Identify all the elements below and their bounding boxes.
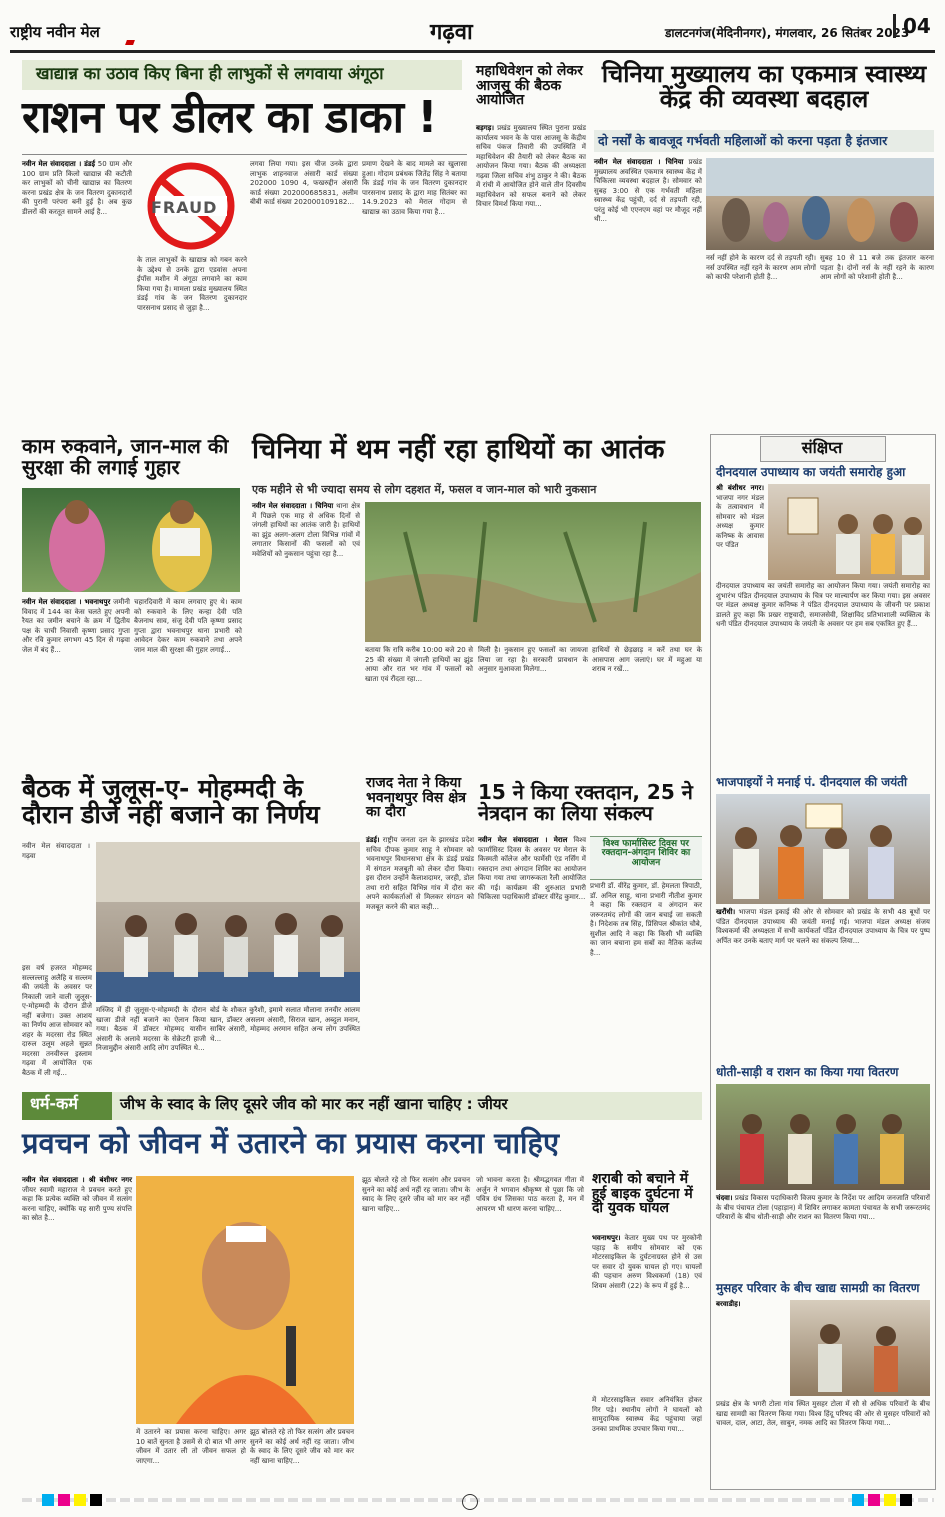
lead-headline: राशन पर डीलर का डाका ! bbox=[22, 92, 437, 143]
musahar-photo bbox=[790, 1300, 930, 1396]
elephants-headline: चिनिया में थम नहीं रहा हाथियों का आतंक bbox=[252, 434, 665, 465]
juloos-col-3: बोर्ड के शौकत कुरैशी, इमामे सलात मौलाना तनवीर आलम खान, डॉक्टर असलम अंसारी, सिराज खान, अब्दुल मनान, साबिर अंसारी, मोहम्मद अरमान सहित अन्य लोग उपस्थित थे... bbox=[210, 1006, 360, 1043]
safety-col-2: चहारदिवारी में काम लगवाए हुए थे। काम को रुकवाने के लिए कन्हा देवी पति बैजनाथ साव, संजु देवी पति कृष्णा प्रसाद गुप्ता द्वारा भवनाथपुर थाना प्रभारी को आवेदन देकर काम रुकवाने तथा अपने जान माल की सुरक्षा की गुहार लगाई... bbox=[134, 598, 242, 654]
accident-body: भवनाथपुर। केतार मुख्य पथ पर मुरकोनी पहाड़ के समीप सोमवार को एक मोटरसाइकिल के दुर्घटनाग्रस्त होने से उस पर सवार दो युवक घायल हो गए। घायलों की पहचान अरुण विश्वकर्मा (18) एवं शिवम अंसारी (22) के रूप में हुई है... bbox=[592, 1234, 702, 1290]
print-color-bar bbox=[22, 1494, 934, 1508]
yellow-swatch bbox=[74, 1494, 86, 1506]
health-col-2: नर्स नहीं होने के कारण दर्द से तड़पती रही। नर्स उपस्थित नहीं रहने के कारण आम लोगों को काफी परेशानी होती है... bbox=[706, 254, 816, 281]
distribution-photo bbox=[716, 1084, 930, 1190]
page-number: 04 bbox=[893, 14, 931, 38]
health-col-1: नवीन मेल संवाददाता । चिनिया प्रखंड मुख्यालय अवस्थित एकमात्र स्वास्थ्य केंद्र में चिकित्सा व्यवस्था बदहाल है। सोमवार को सुबह 3:00 से एक गर्भवती महिला स्वास्थ्य केंद्र पहुंची, दर्द से तड़पती रही, परंतु कोई भी एएनएम वहां पर मौजूद नहीं थी... bbox=[594, 158, 702, 223]
brief-body-1b: दीनदयाल उपाध्याय का जयंती समारोह का आयोजन किया गया। जयंती समारोह का शुभारंभ पंडित दीनदयाल उपाध्याय के चित्र पर माल्यार्पण कर किया गया। इस अवसर पर मंडल अध्यक्ष कुमार कनिष्क ने पंडित दीनदयाल उपाध्याय के जीवनी पर प्रकाश डालते हुए कहा कि प्रखर राष्ट्रवादी, समाजसेवी, शिक्षाविद प्रतिभाशाली व्यक्तित्व के धनी पंडित दीनदयाल उपाध्याय के जयंती के अवसर पर हम सब एकत्रित हुए हैं... bbox=[716, 582, 930, 628]
magenta-swatch-right bbox=[868, 1494, 880, 1506]
brief-title: संक्षिप्त bbox=[801, 438, 843, 457]
religion-headline: प्रवचन को जीवन में उतारने का प्रयास करना चाहिए bbox=[22, 1126, 559, 1160]
elephants-col-1: नवीन मेल संवाददाता । चिनिया थाना क्षेत्र में पिछले एक माह से अधिक दिनों से जंगली हाथियों का आतंक जारी है। हाथियों का झुंड अलग-अलग टोला विभिन्न गांवों में लगातार किसानों की फसलों को एवं मवेशियों को नुकसान पहुंचा रहा है... bbox=[252, 502, 360, 558]
cyan-swatch-right bbox=[852, 1494, 864, 1506]
juloos-col-2: मस्जिद में ही जुलूस-ए-मोहम्मदी के दौरान खाजा डीजे नहीं बजाने का ऐलान किया गया। बैठक में डॉक्टर मोहम्मद यासीन अंसारी के अलावे मदरसा के सेक्रेटरी हाजी निजामुद्दीन अंसारी आदि लोग उपस्थित थे... bbox=[96, 1006, 206, 1052]
swami-photo bbox=[136, 1176, 354, 1424]
health-headline: चिनिया मुख्यालय का एकमात्र स्वास्थ्य केंद्र की व्यवस्था बदहाल bbox=[601, 60, 927, 114]
lead-col-2: के ताल लाभुकों के खाद्यान्न को गबन करने के उद्देश्य से उनके द्वारा एडवांस अपना ईपॉस मशीन में अंगूठा लगवाने का काम किया गया है। मामला प्रखंड मुख्यालय स्थित डंडई गांव के जन वितरण दुकानदार पारसनाथ प्रसाद से जुड़ा है... bbox=[137, 256, 247, 312]
brief-body-4: प्रखंड क्षेत्र के भगरी टोला गांव स्थित मुसहर टोला में सौ से अधिक परिवारों के बीच खाद्य सामग्री का वितरण किया गया। विश्व हिंदू परिषद की ओर से मुसहर परिवारों को चावल, दाल, आटा, तेल, साबुन, नमक आदि का वितरण किया गया... bbox=[716, 1400, 930, 1427]
brief-body-1a: श्री बंशीधर नगर। भाजपा नगर मंडल के तत्वावधान में सोमवार को मंडल अध्यक्ष कुमार कनिष्क के आवास पर पंडित bbox=[716, 484, 764, 549]
religion-col-3: झूठ बोलते रहे तो फिर सत्संग और प्रवचन सुनने का कोई अर्थ नहीं रह जाता। जीभ के स्वाद के लिए दूसरे जीव को मार कर नहीं खाना चाहिए... bbox=[362, 1176, 470, 1213]
religion-kicker: जीभ के स्वाद के लिए दूसरे जीव को मार कर नहीं खाना चाहिए : जीयर bbox=[120, 1095, 508, 1113]
meeting-hall-photo bbox=[96, 842, 360, 1002]
elephants-subhead: एक महीने से भी ज्यादा समय से लोग दहशत में, फसल व जान-माल को भारी नुकसान bbox=[252, 483, 597, 496]
registration-mark-icon bbox=[462, 1494, 478, 1510]
masthead-flag-icon bbox=[125, 40, 135, 45]
meeting-headline: महाधिवेशन को लेकर आजसू की बैठक आयोजित bbox=[476, 63, 583, 109]
district-title: गढ़वा bbox=[430, 20, 473, 45]
blood-subhead: विश्व फार्मासिस्ट दिवस पर रक्तदान-अंगदान शिविर का आयोजन bbox=[601, 839, 691, 868]
meeting-body: बड़गड़। प्रखंड मुख्यालय स्थित पुराना प्रखंड कार्यालय भवन के के पास आजसू के केंद्रीय सचिव पंकज तिवारी की उपस्थिति में महाधिवेशन की तैयारी को लेकर बैठक का आयोजन किया गया। बैठक की अध्यक्षता गढ़वा जिला सचिव शंभु ठाकुर ने की। बैठक में रांची में आयोजित होने वाले तीन दिवसीय महाधिवेशन को सफल बनाने को लेकर विचार विमर्श किया गया... bbox=[476, 124, 586, 208]
cyan-swatch bbox=[42, 1494, 54, 1506]
tour-headline: राजद नेता ने किया भवनाथपुर विस क्षेत्र का दौरा bbox=[366, 775, 467, 821]
lead-col-1: नवीन मेल संवाददाता । डंडई 50 ग्राम और 100 ग्राम प्रति किलो खाद्यान्न की कटौती कर लाभुकों को चीनी खाद्यान्न का वितरण करना प्रखंड क्षेत्र के जन वितरण दुकानदारों की पुरानी परंपरा बनी हुई है। अब कुछ डीलरों की करतूत सामने आई है... bbox=[22, 160, 132, 216]
magenta-swatch bbox=[58, 1494, 70, 1506]
safety-col-1: नवीन मेल संवाददाता । भवनाथपुर जमीनी विवाद में 144 का केस चलते हुए अपनी रैयत का जमीन बचाने के क्रम में द्वितीय पक्ष के चाची निवासी कृष्णा प्रसाद गुप्ता और रवि कुमार लगभग 45 दिन से गढ़वा जेल में बंद हैं... bbox=[22, 598, 130, 654]
page-header bbox=[0, 0, 945, 56]
religion-tag: धर्म-कर्म bbox=[30, 1094, 78, 1113]
safety-photo bbox=[22, 488, 240, 592]
brief-headline-4: मुसहर परिवार के बीच खाद्य सामग्री का वितरण bbox=[716, 1281, 920, 1295]
jayanti-photo bbox=[768, 484, 930, 580]
religion-col-2b: झूठ बोलते रहे तो फिर सत्संग और प्रवचन सुनने का कोई अर्थ नहीं रह जाता। जीभ के स्वाद के लिए दूसरे जीव को मार कर नहीं खाना चाहिए... bbox=[250, 1428, 354, 1465]
health-center-photo bbox=[706, 158, 934, 250]
accident-headline: शराबी को बचाने में हुई बाइक दुर्घटना में दो युवक घायल bbox=[592, 1171, 693, 1217]
blood-headline: 15 ने किया रक्तदान, 25 ने नेत्रदान का लिया संकल्प bbox=[478, 780, 693, 825]
safety-headline: काम रुकवाने, जान-माल की सुरक्षा की लगाई गुहार bbox=[22, 434, 229, 479]
brief-body-2: खरौंधी। भाजपा मंडल इकाई की ओर से सोमवार को प्रखंड के सभी 48 बूथों पर पंडित दीनदयाल उपाध्याय की जयंती मनाई गई। भाजपा मंडल अध्यक्ष संजय विश्वकर्मा की अध्यक्षता में सभी कार्यकर्ता पंडित दीनदयाल उपाध्याय के चित्र पर पुष्प अर्पित कर उनके बताए मार्ग पर चलने का संकल्प लिया... bbox=[716, 908, 930, 945]
brief-headline-3: धोती-साड़ी व राशन का किया गया वितरण bbox=[716, 1065, 899, 1079]
religion-col-2: में उतारने का प्रयास करना चाहिए। अगर 10 बातें सुनता है उसमें से दो बात भी अगर जीवन में उतार ली तो जीवन सफल हो जाएगा... bbox=[136, 1428, 246, 1465]
blood-col-2: प्रभारी डॉ. वीरेंद्र कुमार, डॉ. हेमलता त्रिपाठी, डॉ. अनिल साहू, थाना प्रभारी नीतीश कुमार ने कहा कि रक्तदान व अंगदान कर जरूरतमंद लोगों की जान बचाई जा सकती है। निदेशक तब सिंह, प्रिंसिपल श्रीकांत चौबे, सुशील आदि ने कहा कि किसी भी व्यक्ति का जान बचाना हम सबों का नैतिक कर्तव्य है... bbox=[590, 882, 702, 957]
lead-kicker: खाद्यान्न का उठाव किए बिना ही लाभुकों से लगवाया अंगूठा bbox=[36, 64, 384, 83]
brief-body-3: चंदवा। प्रखंड विकास पदाधिकारी विजय कुमार के निर्देश पर आदिम जनजाति परिवारों के बीच पंचायत टोला (पहाड़ान) में शिविर लगाकर कामता पंचायत के सभी जरूरतमंद परिवारों के बीच धोती-साड़ी और राशन का वितरण किया गया... bbox=[716, 1194, 930, 1221]
health-col-3: सुबह 10 से 11 बजे तक इंतजार करना पड़ता है। दोनों नर्स के नहीं रहने के कारण आम लोगों को परेशानी होती है... bbox=[820, 254, 934, 281]
juloos-byline: नवीन मेल संवाददाता । गढ़वा bbox=[22, 842, 90, 860]
crop-damage-photo bbox=[365, 502, 701, 642]
masthead: राष्ट्रीय नवीन मेल bbox=[10, 23, 100, 41]
dateline: डालटनगंज(मेदिनीनगर), मंगलवार, 26 सितंबर 2023 bbox=[665, 26, 910, 40]
black-swatch bbox=[90, 1494, 102, 1506]
juloos-col-1: इस वर्ष हजरत मोहम्मद सल्लल्लाहु अलैहि व सल्लम की जयंती के अवसर पर निकाली जाने वाली जुलूस-ए-मोहम्मदी के दौरान डीजे नहीं बजेगा। उक्त आशय का निर्णय आज सोमवार को शहर के मदरसा रोड स्थित दारुल उलूम अहले सुन्नत मदरसा तनवीरुल इस्लाम गढ़वा में आयोजित एक बैठक में ली गई... bbox=[22, 964, 92, 1077]
fraud-stamp-text: FRAUD bbox=[151, 198, 218, 217]
elephants-col-3: मिली है। नुकसान हुए फसलों का जायजा लिया जा रहा है। सरकारी प्रावधान के अनुसार मुआवजा मिलेगा... bbox=[478, 646, 588, 673]
blood-col-1: नवीन मेल संवाददाता । मेराल विश्व फार्मासिस्ट दिवस के अवसर पर मेराल के किस्मती कॉलेज और फार्मेसी एंड नर्सिंग में रक्तदान तथा अंगदान शिविर का आयोजन किया गया तथा जागरूकता रैली आयोजित की गई। कार्यक्रम की शुरुआत प्रभारी चिकित्सा पदाधिकारी डॉक्टर वीरेंद्र कुमार... bbox=[478, 836, 586, 901]
brief-headline-1: दीनदयाल उपाध्याय का जयंती समारोह हुआ bbox=[716, 465, 906, 479]
religion-col-4: जो भावना करता है। श्रीमद्भगवत गीता में अर्जुन ने भगवान श्रीकृष्ण से पूछा कि जो पवित्र ग्रंथ जिसका पाठ करता है, मन में आचरण भी धारण करना चाहिए... bbox=[476, 1176, 584, 1213]
yellow-swatch-right bbox=[884, 1494, 896, 1506]
fraud-stamp bbox=[137, 160, 245, 252]
lead-col-4: प्रमाण देखने के बाद मामले का खुलासा हुआ। गोदाम प्रबंधक जितेंद्र सिंह ने बताया कि डंडई गांव के जन वितरण दुकानदार पारसनाथ प्रसाद के द्वारा माह सितंबर का 14.9.2023 को मेराल गोदाम से खाद्यान्न का उठाव किया गया है... bbox=[362, 160, 467, 216]
tour-body: डंडई। राष्ट्रीय जनता दल के झारखंड प्रदेश सचिव दीपक कुमार साहू ने सोमवार को भवनाथपुर विधानसभा क्षेत्र के डंडई प्रखंड में संगठन मजबूती को लेकर दौरा किया। इस दौरान उन्होंने कैलाशदामर, जरही, डोल तथा रारो सहित विभिन्न गांव में दौरा कर अपने कार्यकर्ताओं से मिलकर संगठन को मजबूत करने की बात कही... bbox=[366, 836, 474, 911]
brief-body-4a: बरवाडीह। bbox=[716, 1300, 741, 1308]
header-rule bbox=[10, 50, 935, 53]
bjp-jayanti-photo bbox=[716, 794, 930, 904]
juloos-headline: बैठक में जुलूस-ए- मोहम्मदी के दौरान डीजे नहीं बजाने का निर्णय bbox=[22, 774, 320, 830]
lead-col-3: लगवा लिया गया। इस चीज उनके द्वारा लाभुक शाहनवाज अंसारी कार्ड संख्या 202000 1090 4, फखरुद्दीन अंसारी कार्ड संख्या 202000685831, अलीम बीबी कार्ड संख्या 202000109182... bbox=[250, 160, 358, 206]
brief-headline-2: भाजपाइयों ने मनाई पं. दीनदयाल की जयंती bbox=[716, 775, 908, 789]
elephants-col-2: बताया कि रात्रि करीब 10:00 बजे 20 से 25 की संख्या में जंगली हाथियों का झुंड आया और रात भर गांव में फसलों को खाता एवं रौंदता रहा... bbox=[365, 646, 473, 683]
elephants-col-4: हाथियों से छेड़छाड़ न करें तथा घर के आसपास आग जलाएं। घर में महुआ या शराब न रखें... bbox=[592, 646, 702, 673]
black-swatch-right bbox=[900, 1494, 912, 1506]
religion-col-1: नवीन मेल संवाददाता । श्री बंशीधर नगर जीयर स्वामी महाराज ने प्रवचन करते हुए कहा कि प्रत्येक व्यक्ति को जीवन में सत्संग करना चाहिए, क्योंकि यह सारी पुण्य संपत्ति का स्रोत है... bbox=[22, 1176, 132, 1222]
accident-body-2: में मोटरसाइकिल सवार अनियंत्रित होकर गिर पड़े। स्थानीय लोगों ने घायलों को सामुदायिक स्वास्थ्य केंद्र पहुंचाया जहां उनका प्राथमिक उपचार किया गया... bbox=[592, 1396, 702, 1433]
lead-rule bbox=[22, 154, 467, 155]
health-subhead: दो नर्सों के बावजूद गर्भवती महिलाओं को करना पड़ता है इंतजार bbox=[598, 133, 888, 148]
